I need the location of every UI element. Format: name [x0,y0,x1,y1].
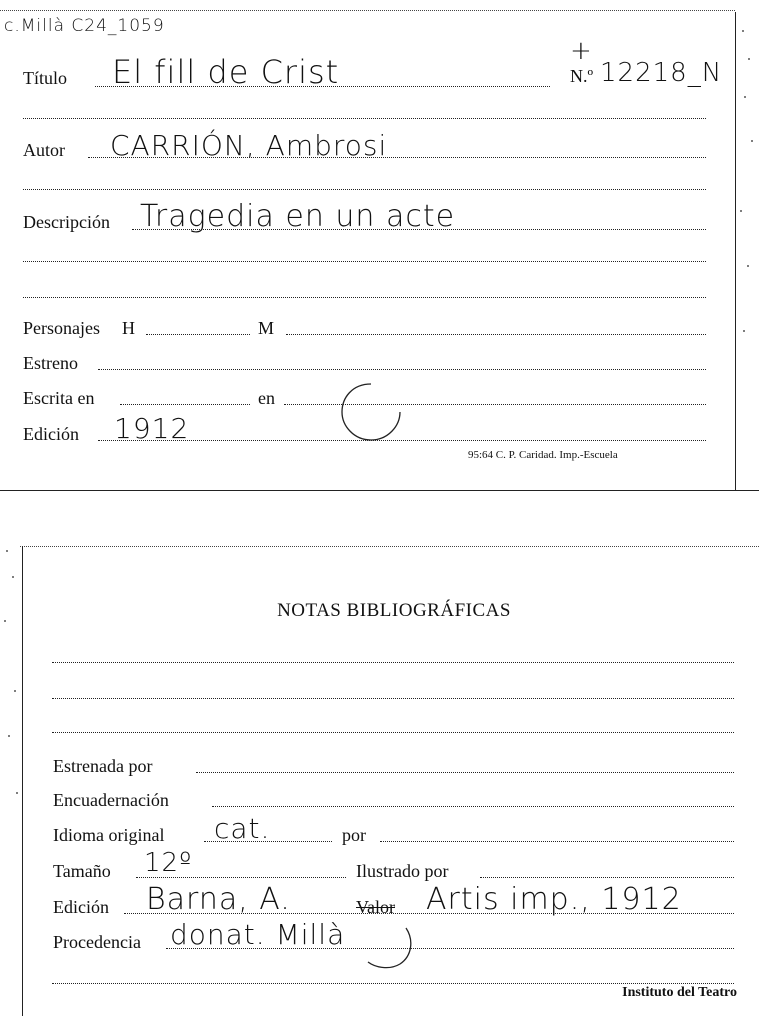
printer-imprint: 95:64 C. P. Caridad. Imp.-Escuela [468,449,618,461]
personajes-label: Personajes [23,318,100,338]
card-right-edge [735,12,736,490]
speck [747,265,749,267]
speck [8,735,10,737]
autor-label: Autor [23,140,65,160]
speck [740,210,742,212]
autor-value: CARRIÓN, Ambrosi [110,129,388,162]
blank-line [23,189,706,190]
en-label: en [258,388,275,408]
encuadernacion-line [212,806,734,807]
edicion2-label: Edición [53,897,109,917]
procedencia-value: donat. Millà [170,918,346,951]
estrenada-line [196,772,734,773]
por-label: por [342,825,366,845]
edicion-value: 1912 [114,412,190,445]
titulo-value: El fill de Crist [112,53,340,91]
punch-hole [338,380,404,444]
numero-label: N.º [570,66,594,86]
h-label: H [122,318,135,338]
estreno-line [98,369,706,370]
descripcion-label: Descripción [23,212,110,232]
blank-line [23,261,706,262]
blank-line [52,983,734,984]
ilustrado-label: Ilustrado por [356,861,449,881]
cross-mark: + [570,36,593,66]
catalog-card-front [0,0,759,500]
escrita-line [120,404,250,405]
card-top-edge [20,546,759,547]
speck [751,140,753,142]
speck [16,792,18,794]
m-line [286,334,706,335]
tamano-value: 12º [144,848,193,878]
notas-heading: NOTAS BIBLIOGRÁFICAS [277,600,511,621]
tamano-label: Tamaño [53,861,111,881]
card-top-edge [0,10,735,11]
speck [744,96,746,98]
catalog-card-back [0,530,759,1028]
speck [742,30,744,32]
estrenada-label: Estrenada por [53,756,153,776]
estreno-label: Estreno [23,353,78,373]
archive-note: c.Millà C24_1059 [4,16,165,36]
titulo-label: Título [23,68,67,88]
speck [6,550,8,552]
encuadernacion-label: Encuadernación [53,790,169,810]
escrita-label: Escrita en [23,388,95,408]
edicion2-value: Barna, A. [146,882,291,917]
por-line [380,841,734,842]
speck [14,690,16,692]
numero-value: 12218_N [600,58,723,88]
h-line [146,334,250,335]
valor-value: Artis imp., 1912 [426,882,682,917]
blank-line [52,732,734,733]
blank-line [23,297,706,298]
speck [748,58,750,60]
valor-label: Valor [356,897,395,917]
idioma-value: cat. [214,812,271,845]
speck [743,330,745,332]
ilustrado-line [480,877,734,878]
blank-line [23,118,706,119]
blank-line [52,662,734,663]
blank-line [52,698,734,699]
institution-name: Instituto del Teatro [622,985,737,1000]
descripcion-value: Tragedia en un acte [140,199,456,234]
card-bottom-edge [0,490,759,491]
procedencia-label: Procedencia [53,932,141,952]
idioma-label: Idioma original [53,825,165,845]
speck [12,576,14,578]
edicion-label: Edición [23,424,79,444]
punch-hole [354,922,420,974]
m-label: M [258,318,275,338]
